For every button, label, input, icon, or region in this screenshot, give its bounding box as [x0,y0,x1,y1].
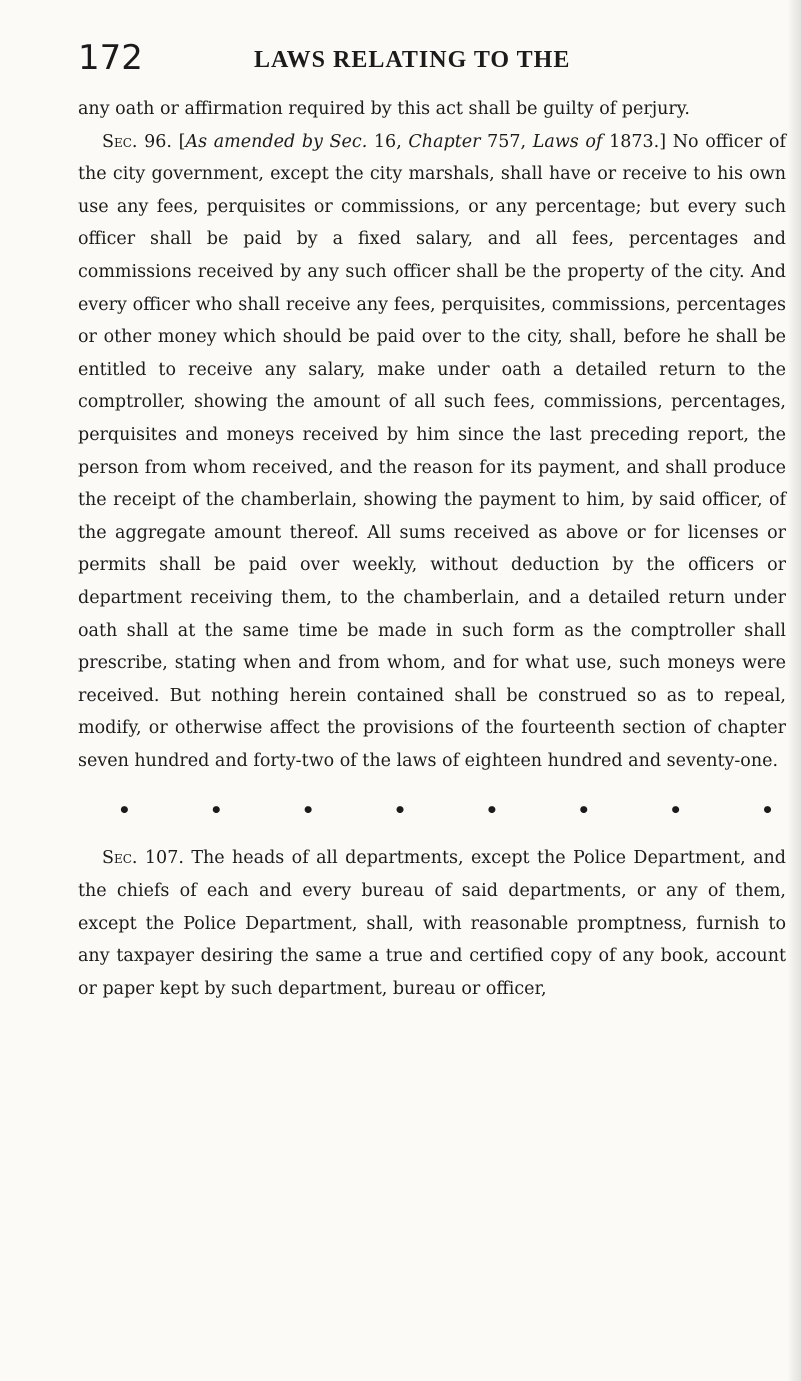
amendment-text: As amended by Sec. [185,131,368,152]
amendment-close-bracket: ] [659,131,667,152]
omission-dot: • [209,797,223,822]
omission-dots [78,777,786,842]
page-header [78,36,778,80]
carryover-paragraph: any oath or affirmation required by this act shall be guilty of perjury. [78,99,690,119]
omission-dot: • [301,797,315,822]
section-107 [78,842,786,1005]
omission-dot: • [485,797,499,822]
page-edge-shadow [787,0,801,1381]
body-text [78,93,786,1005]
section-96 [78,126,786,778]
section-107-text: The heads of all departments, except the Police Department, and the chiefs of each and every bureau of said departments, or any of them, except the Police Department, shall, with reasonable promptness, furnish to any taxpayer desiring the same a true and certified copy of any book, account or paper kept by such department, bureau or officer, [78,848,786,999]
section-96-label: Sec. [102,131,138,152]
amendment-section: 16, [373,131,402,152]
amendment-laws-label: Laws of [532,131,603,152]
omission-dot: • [577,797,591,822]
amendment-chapter-label: Chapter [408,131,481,152]
section-96-text: No officer of the city government, except the city marshals, shall have or receive to his own use any fees, perquisites or commissions, or any percentage; but every such officer shall be paid by a fixed salary, and all fees, percentages and commissions received by any such officer shall be the property of the city. And every officer who shall receive any fees, perquisites, commissions, percentages or other money which should be paid over to the city, shall, before he shall be entitled to receive any salary, make under oath a detailed return to the comptroller, showing the amount of all such fees, commissions, percentages, perquisites and moneys received by him since the last preceding report, the person from whom received, and the reason for its payment, and shall produce the receipt of the chamberlain, showing the payment to him, by said officer, of the aggregate amount thereof. All sums received as above or for licenses or permits shall be paid over weekly, without deduction by the officers or department receiving them, to the chamberlain, and a detailed return under oath shall at the same time be made in such form as the comptroller shall prescribe, stating when and from whom, and for what use, such moneys were received. But nothing herein contained shall be construed so as to repeal, modify, or otherwise affect the provisions of the fourteenth section of chapter seven hundred and forty-two of the laws of eighteen hundred and seventy-one. [78,131,786,771]
section-107-number: 107. [144,848,184,869]
page-number: 172 [78,38,143,78]
section-107-label: Sec. [102,848,138,869]
omission-dot: • [761,797,774,822]
amendment-chapter-number: 757, [487,131,527,152]
amendment-open-bracket: [ [178,131,186,152]
omission-dot: • [669,797,683,822]
section-96-number: 96. [144,131,172,152]
omission-dot: • [393,797,407,822]
omission-dot: • [118,797,131,822]
running-head: LAWS RELATING TO THE [254,47,571,73]
amendment-year: 1873. [609,131,660,152]
